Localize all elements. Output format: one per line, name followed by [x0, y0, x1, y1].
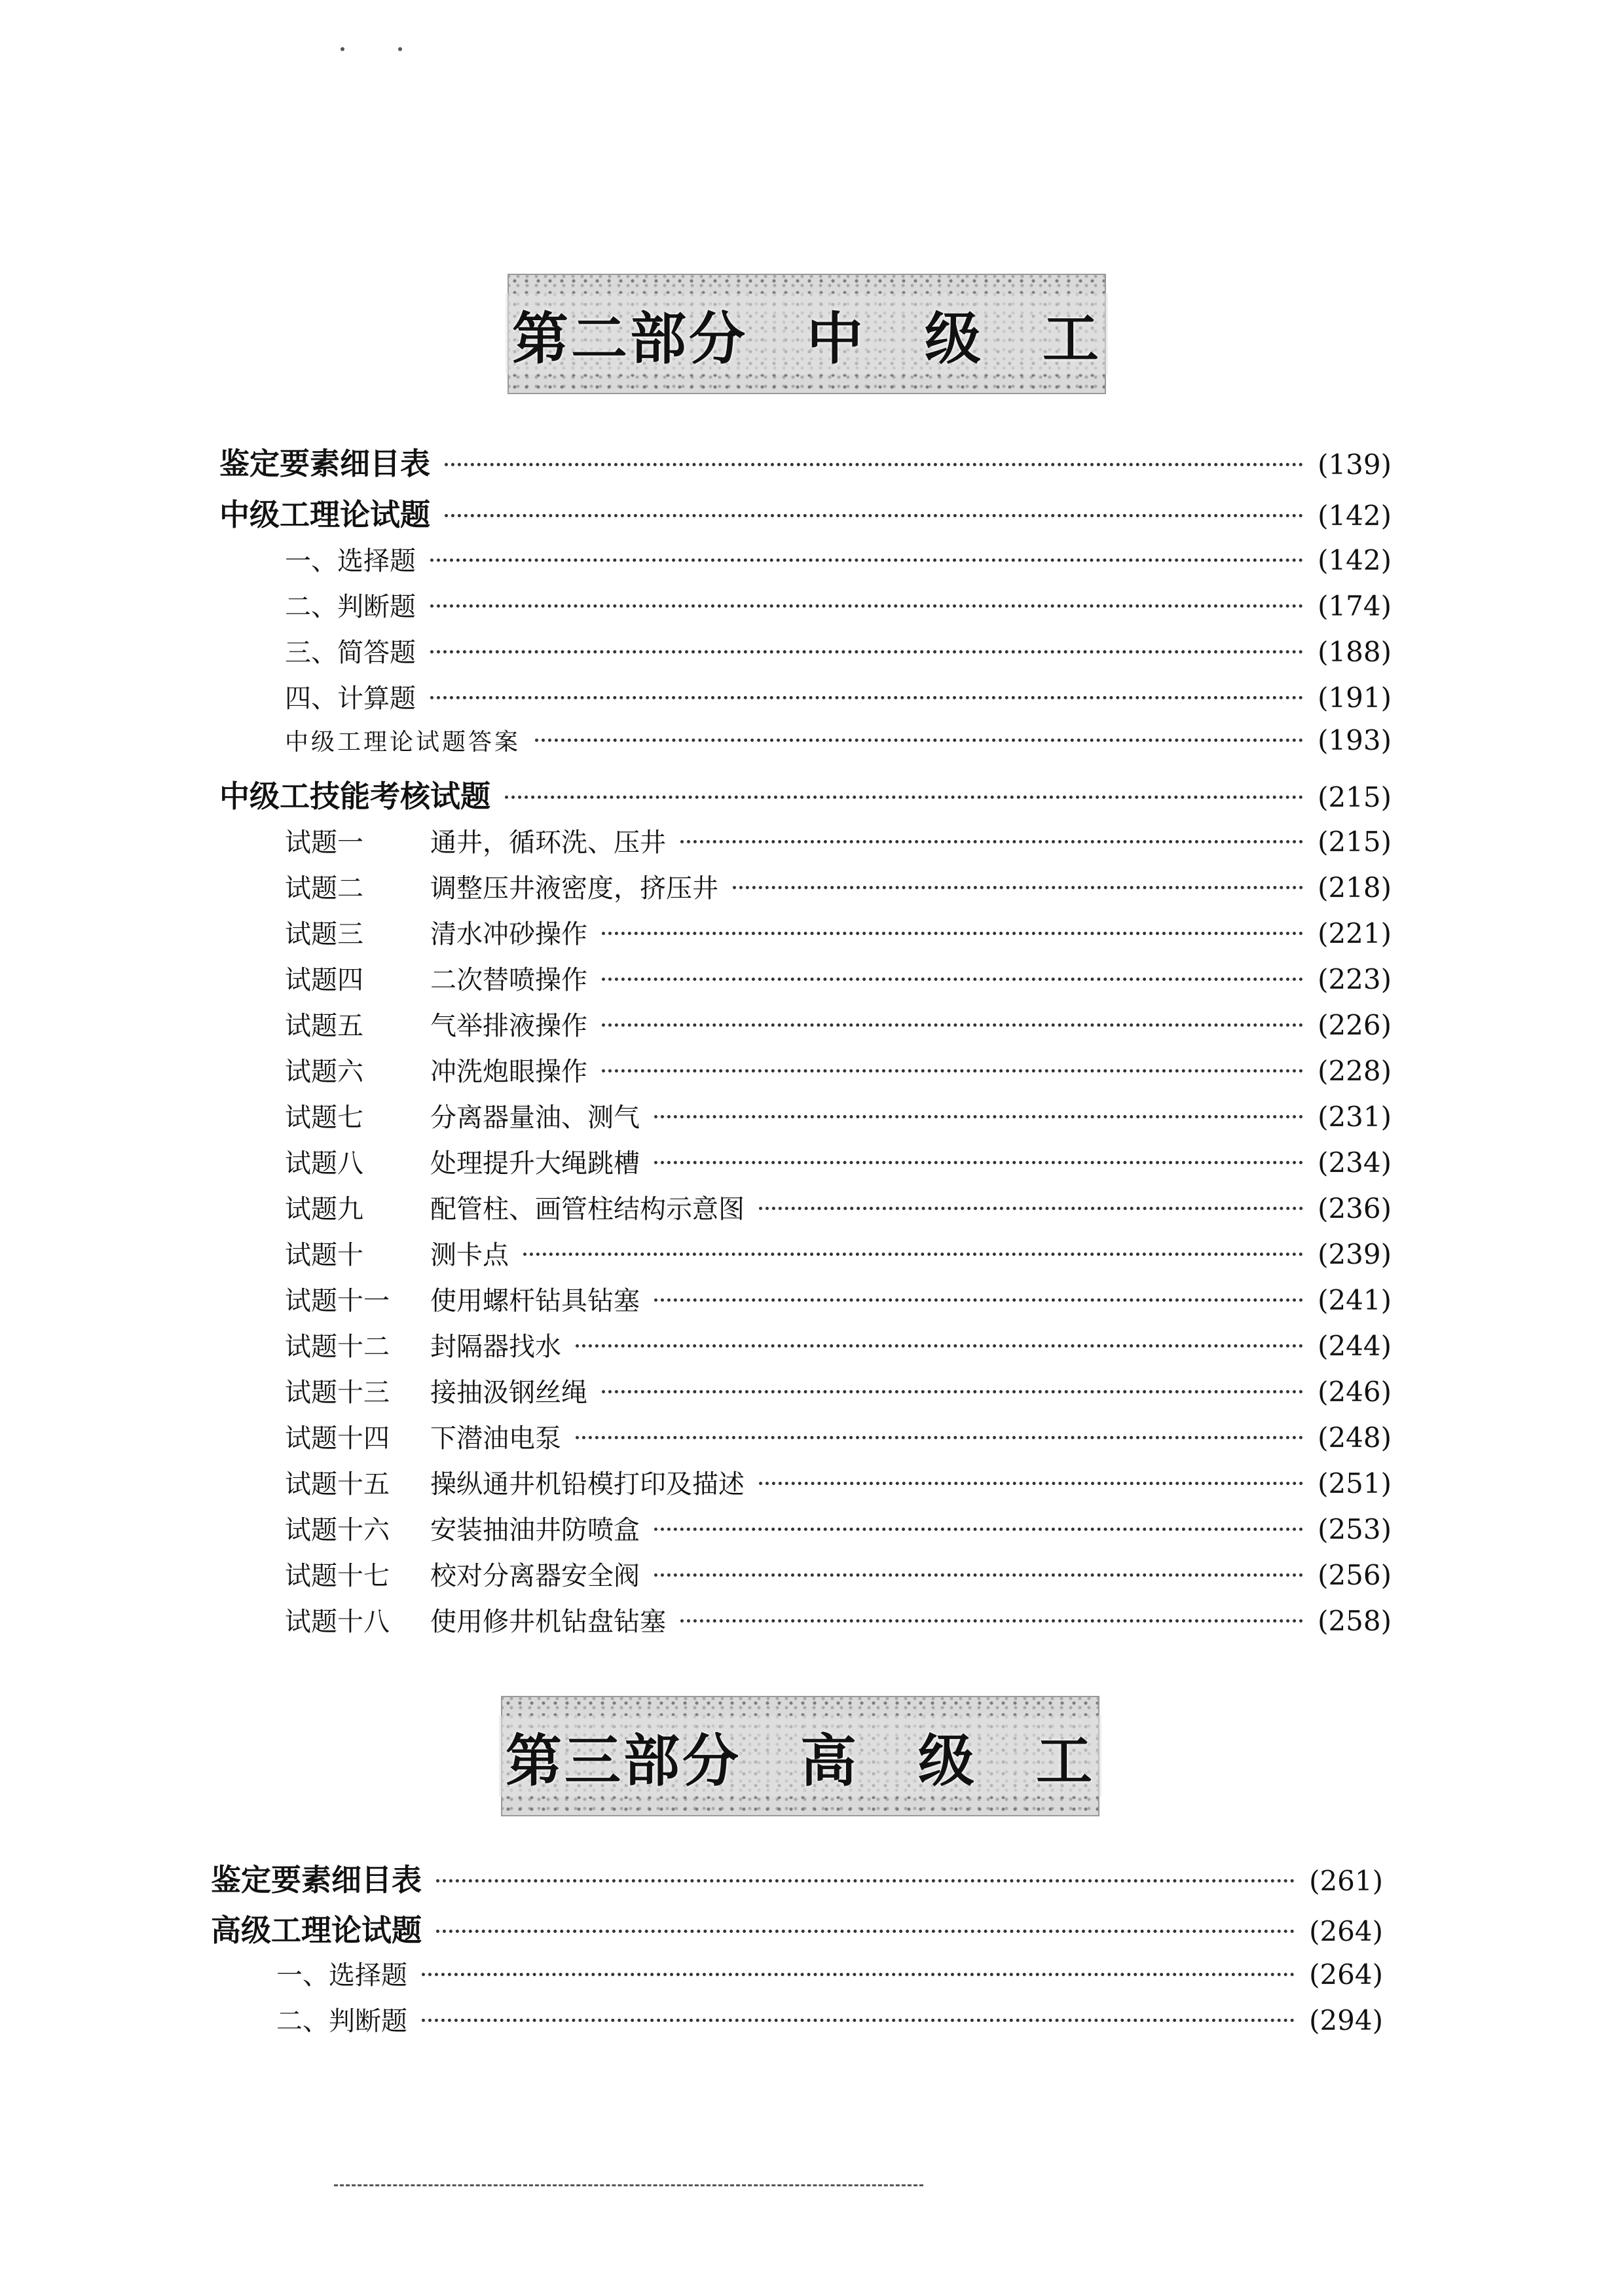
exam-number: 试题八 — [285, 1148, 363, 1179]
exam-number: 试题六 — [285, 1057, 363, 1087]
toc-entry — [219, 491, 1392, 534]
toc-entry-page: (258) — [1318, 1605, 1392, 1637]
dot-leader — [654, 1115, 1303, 1118]
toc-entry-page: (215) — [1318, 826, 1392, 858]
toc-entry-page: (246) — [1318, 1376, 1392, 1408]
exam-number: 试题十二 — [285, 1332, 390, 1362]
toc-entry — [211, 1856, 1383, 1900]
dot-leader — [759, 1482, 1303, 1485]
dot-leader — [654, 1573, 1303, 1577]
toc-entry-label: 一、选择题 — [276, 1960, 407, 1991]
exam-number: 试题五 — [285, 1011, 363, 1041]
toc-exam-entry — [219, 1280, 1392, 1317]
exam-title: 二次替喷操作 — [430, 965, 587, 995]
dot-leader — [523, 1253, 1303, 1256]
toc-entry-page: (239) — [1318, 1238, 1392, 1270]
toc-entry-page: (251) — [1318, 1467, 1392, 1499]
dot-leader — [680, 1619, 1303, 1623]
dot-leader — [759, 1207, 1303, 1210]
toc-exam-entry — [219, 1418, 1392, 1455]
part3-banner-title: 第三部分 高 级 工 — [499, 1716, 1101, 1797]
exam-number: 试题十三 — [285, 1378, 390, 1408]
exam-title: 测卡点 — [430, 1240, 509, 1270]
toc-exam-entry — [219, 822, 1392, 859]
toc-entry-page: (223) — [1318, 963, 1392, 995]
exam-title: 清水冲砂操作 — [430, 919, 587, 949]
toc-entry-label: 一、选择题 — [285, 546, 416, 576]
exam-title: 接抽汲钢丝绳 — [430, 1378, 587, 1408]
exam-number: 试题七 — [285, 1103, 363, 1133]
toc-exam-entry — [219, 1509, 1392, 1547]
toc-entry-label: 高级工理论试题 — [211, 1913, 422, 1948]
toc-entry-label: 二、判断题 — [276, 2006, 407, 2036]
toc-exam-entry — [219, 1601, 1392, 1638]
exam-number: 试题一 — [285, 828, 363, 858]
toc-exam-entry — [219, 1143, 1392, 1180]
dot-leader — [602, 1390, 1303, 1393]
toc-entry-page: (248) — [1318, 1422, 1392, 1454]
toc-entry — [219, 586, 1392, 623]
toc-entry-page: (139) — [1318, 449, 1392, 481]
toc-entry-page: (234) — [1318, 1147, 1392, 1179]
dot-leader — [430, 650, 1303, 653]
dot-leader — [430, 696, 1303, 699]
exam-title: 下潜油电泵 — [430, 1423, 561, 1454]
dot-leader — [602, 978, 1303, 981]
toc-entry — [219, 724, 1392, 757]
toc-entry-page: (253) — [1318, 1513, 1392, 1545]
toc-entry-page: (218) — [1318, 872, 1392, 904]
dot-leader — [422, 2019, 1295, 2022]
toc-entry — [219, 773, 1392, 816]
toc-entry-page: (226) — [1318, 1009, 1392, 1041]
toc-entry — [219, 678, 1392, 715]
dot-leader — [733, 886, 1303, 889]
dot-leader — [422, 1973, 1295, 1976]
exam-number: 试题十四 — [285, 1423, 390, 1454]
toc-exam-entry — [219, 1555, 1392, 1592]
toc-exam-entry — [219, 1234, 1392, 1272]
toc-entry-page: (294) — [1309, 2004, 1383, 2036]
exam-title: 校对分离器安全阀 — [430, 1561, 640, 1591]
toc-exam-entry — [219, 1188, 1392, 1226]
toc-exam-entry — [219, 1326, 1392, 1363]
toc-entry-page: (221) — [1318, 917, 1392, 949]
toc-entry-page: (264) — [1309, 1915, 1383, 1947]
exam-title: 分离器量油、测气 — [430, 1103, 640, 1133]
toc-entry — [211, 1955, 1383, 1992]
toc-entry-label: 中级工技能考核试题 — [219, 779, 490, 814]
dot-leader — [654, 1161, 1303, 1164]
toc-exam-entry — [219, 959, 1392, 997]
dot-leader — [445, 463, 1303, 466]
toc-exam-entry — [219, 1463, 1392, 1501]
toc-exam-entry — [219, 1005, 1392, 1042]
exam-number: 试题九 — [285, 1194, 363, 1224]
dot-leader — [576, 1344, 1303, 1348]
toc-entry-label: 四、计算题 — [285, 684, 416, 714]
toc-entry-page: (241) — [1318, 1284, 1392, 1316]
toc-entry-label: 三、简答题 — [285, 638, 416, 668]
toc-entry-page: (142) — [1318, 500, 1392, 532]
toc-entry — [219, 632, 1392, 669]
toc-exam-entry — [219, 868, 1392, 905]
toc-entry-label: 二、判断题 — [285, 592, 416, 622]
exam-number: 试题三 — [285, 919, 363, 949]
exam-title: 配管柱、画管柱结构示意图 — [430, 1194, 745, 1224]
exam-number: 试题十六 — [285, 1515, 390, 1545]
exam-title: 冲洗炮眼操作 — [430, 1057, 587, 1087]
dot-leader — [505, 796, 1303, 799]
toc-exam-entry — [219, 1051, 1392, 1088]
toc-entry-page: (228) — [1318, 1055, 1392, 1087]
toc-entry-page: (191) — [1318, 682, 1392, 714]
toc-entry-page: (142) — [1318, 544, 1392, 576]
toc-entry-label: 中级工理论试题 — [219, 497, 430, 532]
toc-entry-page: (231) — [1318, 1101, 1392, 1133]
dot-leader — [445, 514, 1303, 517]
toc-entry-page: (174) — [1318, 590, 1392, 622]
exam-number: 试题十八 — [285, 1607, 390, 1637]
exam-title: 处理提升大绳跳槽 — [430, 1148, 640, 1179]
exam-number: 试题十五 — [285, 1469, 390, 1499]
toc-exam-entry — [219, 913, 1392, 951]
exam-number: 试题二 — [285, 873, 363, 904]
exam-number: 试题四 — [285, 965, 363, 995]
exam-title: 使用螺杆钻具钻塞 — [430, 1286, 640, 1316]
part2-banner — [507, 274, 1106, 394]
toc-entry-page: (188) — [1318, 636, 1392, 668]
toc-entry-page: (261) — [1309, 1865, 1383, 1897]
toc-entry-page: (215) — [1318, 781, 1392, 813]
toc-entry-label: 中级工理论试题答案 — [285, 729, 521, 756]
toc-entry-label: 鉴定要素细目表 — [211, 1862, 422, 1898]
dot-leader — [436, 1930, 1295, 1933]
toc-entry — [219, 440, 1392, 483]
toc-entry-page: (256) — [1318, 1559, 1392, 1591]
exam-title: 气举排液操作 — [430, 1011, 587, 1041]
exam-title: 安装抽油井防喷盒 — [430, 1515, 640, 1545]
toc-entry — [219, 540, 1392, 578]
exam-number: 试题十一 — [285, 1286, 390, 1316]
exam-number: 试题十七 — [285, 1561, 390, 1591]
toc-exam-entry — [219, 1372, 1392, 1409]
dot-leader — [576, 1436, 1303, 1439]
exam-title: 通井，循环洗、压井 — [430, 828, 666, 858]
exam-title: 封隔器找水 — [430, 1332, 561, 1362]
exam-title: 操纵通井机铅模打印及描述 — [430, 1469, 745, 1499]
toc-entry — [211, 2000, 1383, 2038]
part2-banner-title: 第二部分 中 级 工 — [506, 293, 1108, 375]
dot-leader — [430, 559, 1303, 562]
scan-speck — [341, 47, 344, 51]
dot-leader — [654, 1528, 1303, 1531]
dot-leader — [680, 840, 1303, 843]
dot-leader — [654, 1298, 1303, 1302]
dot-leader — [436, 1879, 1295, 1882]
dot-leader — [602, 932, 1303, 935]
exam-title: 调整压井液密度，挤压井 — [430, 873, 718, 904]
dot-leader — [535, 739, 1303, 742]
dot-leader — [430, 604, 1303, 608]
part3-banner — [501, 1696, 1099, 1816]
toc-entry-page: (264) — [1309, 1958, 1383, 1991]
exam-title: 使用修井机钻盘钻塞 — [430, 1607, 666, 1637]
toc-entry-page: (244) — [1318, 1330, 1392, 1362]
toc-entry-page: (236) — [1318, 1192, 1392, 1224]
toc-exam-entry — [219, 1097, 1392, 1134]
dot-leader — [602, 1023, 1303, 1027]
toc-entry-page: (193) — [1318, 724, 1392, 756]
toc-entry — [211, 1907, 1383, 1950]
scan-speck — [398, 47, 402, 51]
scan-bottom-rule — [334, 2184, 923, 2186]
exam-number: 试题十 — [285, 1240, 363, 1270]
toc-entry-label: 鉴定要素细目表 — [219, 446, 430, 481]
dot-leader — [602, 1069, 1303, 1073]
